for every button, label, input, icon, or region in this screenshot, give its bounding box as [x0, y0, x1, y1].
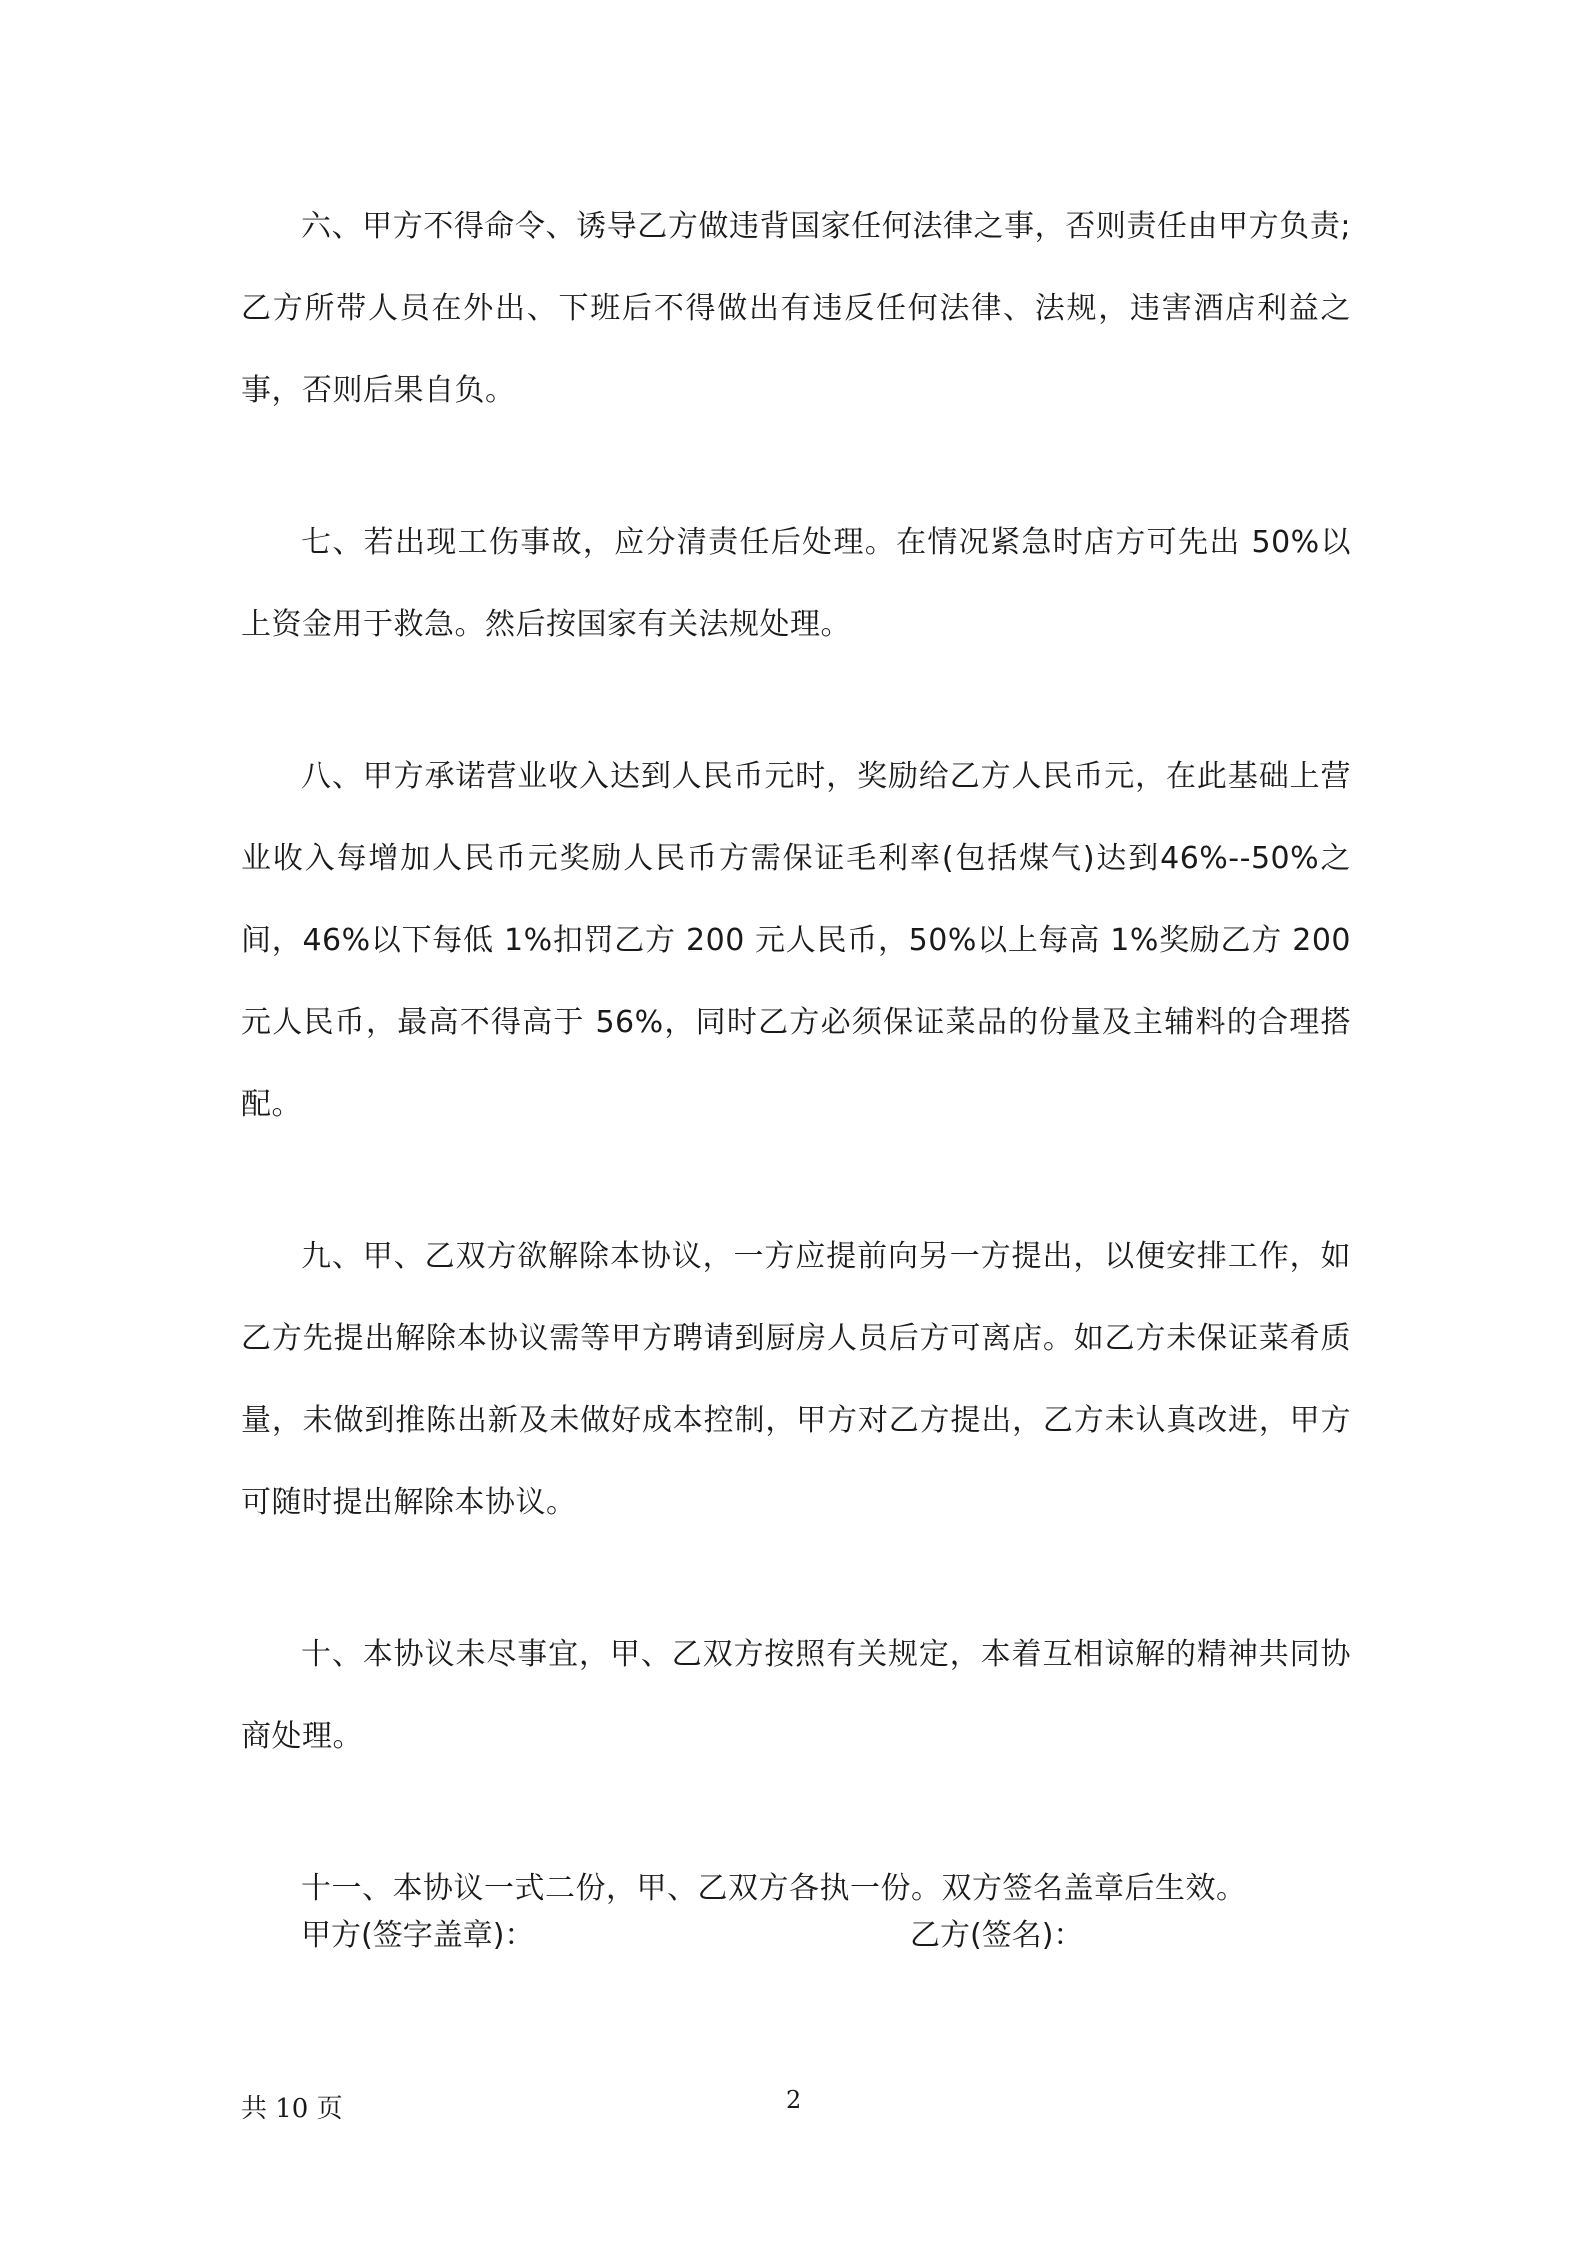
clause-9: 九、甲、乙双方欲解除本协议，一方应提前向另一方提出，以便安排工作，如乙方先提出解除本协议需等甲方聘请到厨房人员后方可离店。如乙方未保证菜肴质量，未做到推陈出新及未做好成本控制，甲方对乙方提出，乙方未认真改进，甲方可随时提出解除本协议。 [241, 1239, 1351, 1520]
signature-block [241, 1910, 1351, 1970]
clause-11: 十一、本协议一式二份，甲、乙双方各执一份。双方签名盖章后生效。 [301, 1871, 1247, 1906]
party-b-signature-label: 乙方(签名)： [910, 1918, 1084, 1953]
clause-8: 八、甲方承诺营业收入达到人民币元时，奖励给乙方人民币元，在此基础上营业收入每增加人民币元奖励人民币方需保证毛利率(包括煤气)达到46%--50%之间，46%以下每低 1%扣罚乙方 200 元人民币，50%以上每高 1%奖励乙方 200 元人民币，最高不得高于 56%，同时乙方必须保证菜品的份量及主辅料的合理搭配。 [241, 759, 1351, 1122]
clause-7: 七、若出现工伤事故，应分清责任后处理。在情况紧急时店方可先出 50%以上资金用于救急。然后按国家有关法规处理。 [241, 525, 1351, 642]
document-body [241, 186, 1351, 1930]
total-pages-label: 共 10 页 [241, 2094, 343, 2124]
clause-6: 六、甲方不得命令、诱导乙方做违背国家任何法律之事，否则责任由甲方负责;乙方所带人员在外出、下班后不得做出有违反任何法律、法规，违害酒店利益之事，否则后果自负。 [241, 209, 1351, 408]
clause-10: 十、本协议未尽事宜，甲、乙双方按照有关规定，本着互相谅解的精神共同协商处理。 [241, 1637, 1351, 1754]
page-number: 2 [786, 2086, 802, 2114]
party-a-signature-label: 甲方(签字盖章)： [301, 1918, 535, 1953]
